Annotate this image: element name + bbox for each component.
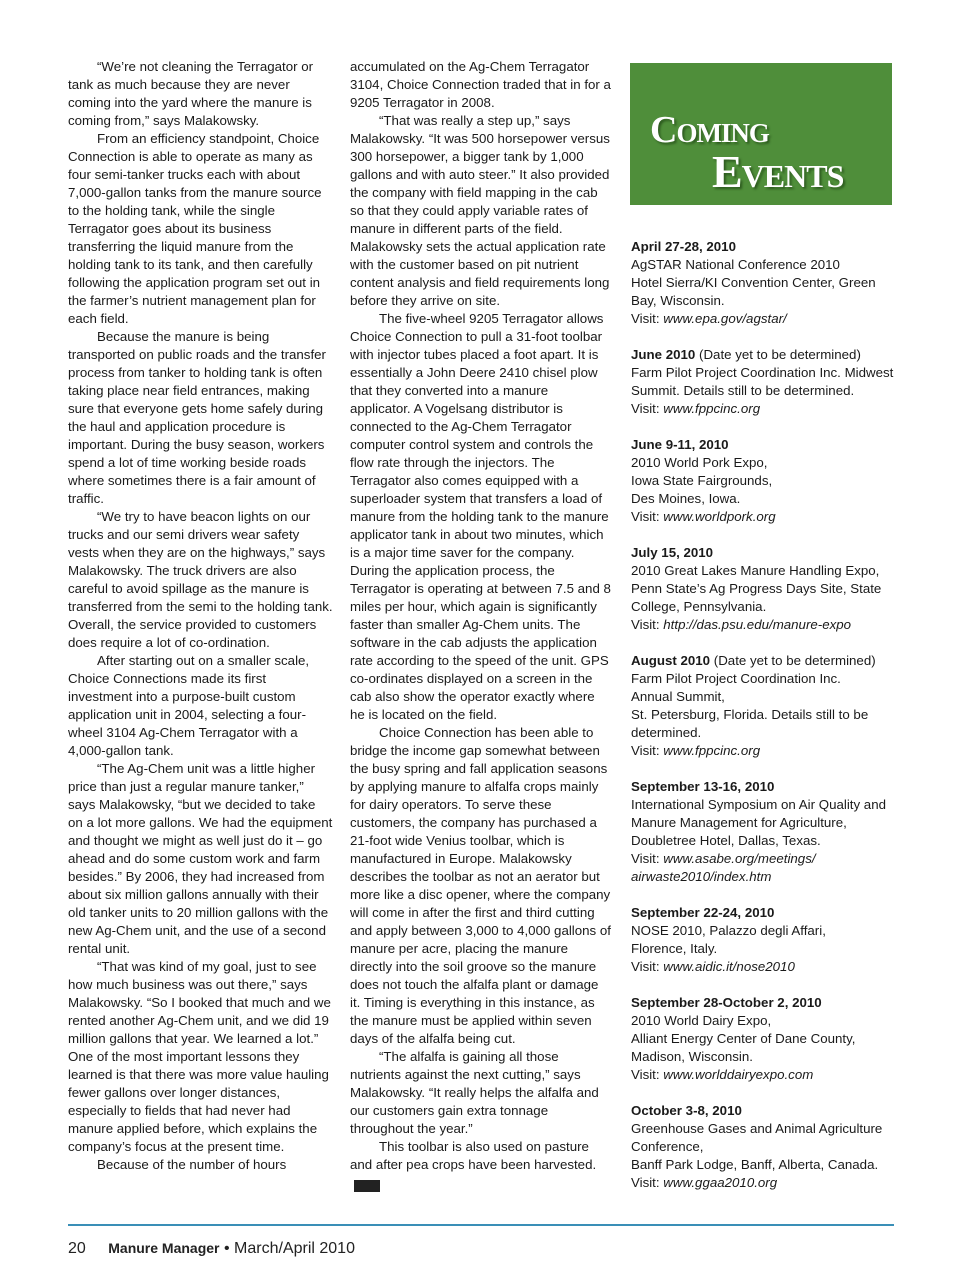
event-date: October 3-8, 2010 bbox=[631, 1103, 742, 1118]
event-detail: Des Moines, Iowa. bbox=[631, 491, 741, 506]
paragraph: “That was really a step up,” says Malakowsky. “It was 500 horsepower versus 300 horsepower, a bigger tank by 1,000 gallons and with auto steer.” It also provided the company with field mapping in the cab so that they could apply variable rates of manure in different parts of the field. Malakowsky sets the actual application rate with the customer based on pit nutrient content analysis and field requirements long before they arrive on site. bbox=[350, 113, 610, 308]
event-link[interactable]: www.epa.gov/agstar/ bbox=[663, 311, 787, 326]
page-number: 20 bbox=[68, 1240, 86, 1257]
event-item bbox=[631, 994, 896, 1084]
paragraph: Because of the number of hours bbox=[97, 1157, 287, 1172]
paragraph: After starting out on a smaller scale, Choice Connections made its first investment into a purpose-built custom application unit in 2004, selecting a four-wheel 3104 Ag-Chem Terragator with a 4,000-gallon tank. bbox=[68, 653, 310, 758]
event-link[interactable]: www.fppcinc.org bbox=[663, 743, 761, 758]
paragraph: “We’re not cleaning the Terragator or tank as much because they are never coming into the yard where the manure is coming from,” says Malakowsky. bbox=[68, 59, 314, 128]
visit-label: Visit: bbox=[631, 617, 660, 632]
event-item bbox=[631, 436, 896, 526]
end-mark-logo: MM bbox=[354, 1180, 380, 1192]
visit-label: Visit: bbox=[631, 959, 660, 974]
paragraph: “We try to have beacon lights on our trucks and our semi drivers wear safety vests when they are on the highways,” says Malakowsky. The truck drivers are also careful to avoid spillage as the manure is transferred from the semi to the holding tank. Overall, the service provided to customers does require a lot of co-ordination. bbox=[68, 509, 333, 650]
paragraph-text: This toolbar is also used on pasture and after pea crops have been harvested. bbox=[350, 1139, 597, 1172]
event-date: September 28-October 2, 2010 bbox=[631, 995, 822, 1010]
event-detail: Annual Summit, bbox=[631, 689, 725, 704]
paragraph: “That was kind of my goal, just to see how much business was out there,” says Malakowsky. “So I booked that much and we rented another Ag-Chem unit, and we did 19 million gallons that year. We learned a lot.” One of the most important lessons they learned is that there was more value hauling fewer gallons over longer distances, especially to fields that had never had manure applied before, which explains the company’s focus at the present time. bbox=[68, 959, 331, 1154]
visit-label: Visit: bbox=[631, 1175, 660, 1190]
footer-rule bbox=[68, 1224, 894, 1226]
banner-word-coming: Coming bbox=[650, 109, 769, 151]
event-detail: AgSTAR National Conference 2010 bbox=[631, 257, 840, 272]
event-detail: Madison, Wisconsin. bbox=[631, 1049, 753, 1064]
event-item bbox=[631, 778, 896, 886]
paragraph-last bbox=[350, 1138, 612, 1192]
event-link[interactable]: www.ggaa2010.org bbox=[663, 1175, 778, 1190]
event-detail: Hotel Sierra/KI Convention Center, Green Bay, Wisconsin. bbox=[631, 275, 876, 308]
event-item bbox=[631, 1102, 896, 1192]
event-detail: Banff Park Lodge, Banff, Alberta, Canada. bbox=[631, 1157, 879, 1172]
paragraph: accumulated on the Ag-Chem Terragator 3104, Choice Connection traded that in for a 9205 Terragator in 2008. bbox=[350, 59, 611, 110]
event-item bbox=[631, 652, 896, 760]
event-link[interactable]: www.aidic.it/nose2010 bbox=[663, 959, 795, 974]
visit-label: Visit: bbox=[631, 509, 660, 524]
event-date: August 2010 bbox=[631, 653, 711, 668]
magazine-name: Manure Manager bbox=[108, 1240, 220, 1256]
visit-label: Visit: bbox=[631, 743, 660, 758]
event-detail: 2010 Great Lakes Manure Handling Expo, Penn State’s Ag Progress Days Site, State College, Pennsylvania. bbox=[631, 563, 882, 614]
event-link[interactable]: http://das.psu.edu/manure-expo bbox=[663, 617, 852, 632]
coming-events-banner bbox=[630, 63, 892, 205]
event-date: June 9-11, 2010 bbox=[631, 437, 729, 452]
event-item bbox=[631, 238, 896, 328]
event-detail: Greenhouse Gases and Animal Agriculture Conference, bbox=[631, 1121, 883, 1154]
article-column-1 bbox=[68, 58, 333, 1174]
footer-separator: • bbox=[223, 1240, 230, 1257]
issue-date: March/April 2010 bbox=[234, 1240, 355, 1257]
event-link[interactable]: www.worlddairyexpo.com bbox=[663, 1067, 814, 1082]
event-note: (Date yet to be determined) bbox=[713, 653, 876, 668]
event-link[interactable]: www.worldpork.org bbox=[663, 509, 776, 524]
event-detail: International Symposium on Air Quality and Manure Management for Agriculture, Doubletree Hotel, Dallas, Texas. bbox=[631, 797, 886, 848]
event-detail: St. Petersburg, Florida. Details still to be determined. bbox=[631, 707, 869, 740]
visit-label: Visit: bbox=[631, 1067, 660, 1082]
banner-word-events: Events bbox=[712, 146, 844, 197]
paragraph: The five-wheel 9205 Terragator allows Choice Connection to pull a 31-foot toolbar with injector tubes placed a foot apart. It is essentially a John Deere 2410 chisel plow that they converted into a manure applicator. A Vogelsang distributor is connected to the Ag-Chem Terragator computer control system and controls the flow rate through the injectors. The Terragator also comes equipped with a superloader system that transfers a load of manure from the holding tank to the manure applicator tank in about two minutes, which is a major time saver for the company. During the application process, the Terragator is operating at between 7.5 and 8 miles per hour, which again is significantly faster than smaller Ag-Chem units. The software in the cab adjusts the application rate according to the speed of the unit. GPS co-ordinates displayed on a screen in the cab also show the operator exactly where he is located on the field. bbox=[350, 311, 611, 722]
event-link[interactable]: www.fppcinc.org bbox=[663, 401, 761, 416]
paragraph: “The Ag-Chem unit was a little higher price than just a regular manure tanker,” says Malakowsky, “but we decided to take on a lot more gallons. We had the equipment and thought we might as well just do it – go ahead and do some custom work and farm besides.” By 2006, they had increased from about six million gallons annually with their old tanker units to 20 million gallons with the new Ag-Chem unit, and the use of a second rental unit. bbox=[68, 761, 333, 956]
article-column-2 bbox=[350, 58, 612, 1192]
paragraph: Choice Connection has been able to bridge the income gap somewhat between the busy spring and fall application seasons by applying manure to alfalfa crops mainly for dairy operators. To serve these customers, the company has purchased a 21-foot wide Venius toolbar, which is manufactured in Europe. Malakowsky describes the toolbar as not an aerator but more like a disc opener, where the company will come in after the first and third cutting and apply between 3,000 to 4,000 gallons of manure per acre, placing the manure directly into the soil groove so the manure does not touch the alfalfa plant or damage it. Timing is everything in this instance, as the manure must be applied within seven days of the alfalfa being cut. bbox=[350, 725, 611, 1046]
event-note: (Date yet to be determined) bbox=[699, 347, 861, 362]
paragraph: “The alfalfa is gaining all those nutrients against the next cutting,” says Malakowsky. “It really helps the alfalfa and our customers gain extra tonnage throughout the year.” bbox=[350, 1049, 599, 1136]
event-detail: 2010 World Dairy Expo, bbox=[631, 1013, 772, 1028]
visit-label: Visit: bbox=[631, 311, 660, 326]
event-detail: Farm Pilot Project Coordination Inc. bbox=[631, 671, 841, 686]
event-date: July 15, 2010 bbox=[631, 545, 714, 560]
paragraph: Because the manure is being transported on public roads and the transfer process from tanker to holding tank is often taking place near field entrances, making sure that everyone gets home safely during the haul and application procedure is important. During the busy season, workers spend a lot of time working beside roads where sometimes there is a fair amount of traffic. bbox=[68, 329, 326, 506]
event-detail: NOSE 2010, Palazzo degli Affari, bbox=[631, 923, 826, 938]
paragraph: From an efficiency standpoint, Choice Connection is able to operate as many as four semi-tanker trucks each with about 7,000-gallon tanks from the manure source to the holding tank, while the single Terragator goes about its business transferring the liquid manure from the holding tank to its tank, and then carefully following the application program set out in the farmer’s nutrient management plan for each field. bbox=[68, 131, 322, 326]
event-item bbox=[631, 544, 896, 634]
visit-label: Visit: bbox=[631, 851, 660, 866]
event-date: September 13-16, 2010 bbox=[631, 779, 775, 794]
event-link[interactable]: www.asabe.org/meetings/ airwaste2010/index.htm bbox=[631, 851, 816, 884]
events-list bbox=[631, 238, 896, 1210]
event-date: September 22-24, 2010 bbox=[631, 905, 775, 920]
event-item bbox=[631, 346, 896, 418]
event-detail: Farm Pilot Project Coordination Inc. Midwest Summit. Details still to be determined. bbox=[631, 365, 894, 398]
event-detail: Iowa State Fairgrounds, bbox=[631, 473, 773, 488]
visit-label: Visit: bbox=[631, 401, 660, 416]
event-detail: Alliant Energy Center of Dane County, bbox=[631, 1031, 856, 1046]
event-detail: 2010 World Pork Expo, bbox=[631, 455, 768, 470]
event-date: June 2010 bbox=[631, 347, 696, 362]
event-detail: Florence, Italy. bbox=[631, 941, 718, 956]
event-item bbox=[631, 904, 896, 976]
page-footer bbox=[68, 1238, 355, 1259]
event-date: April 27-28, 2010 bbox=[631, 239, 736, 254]
